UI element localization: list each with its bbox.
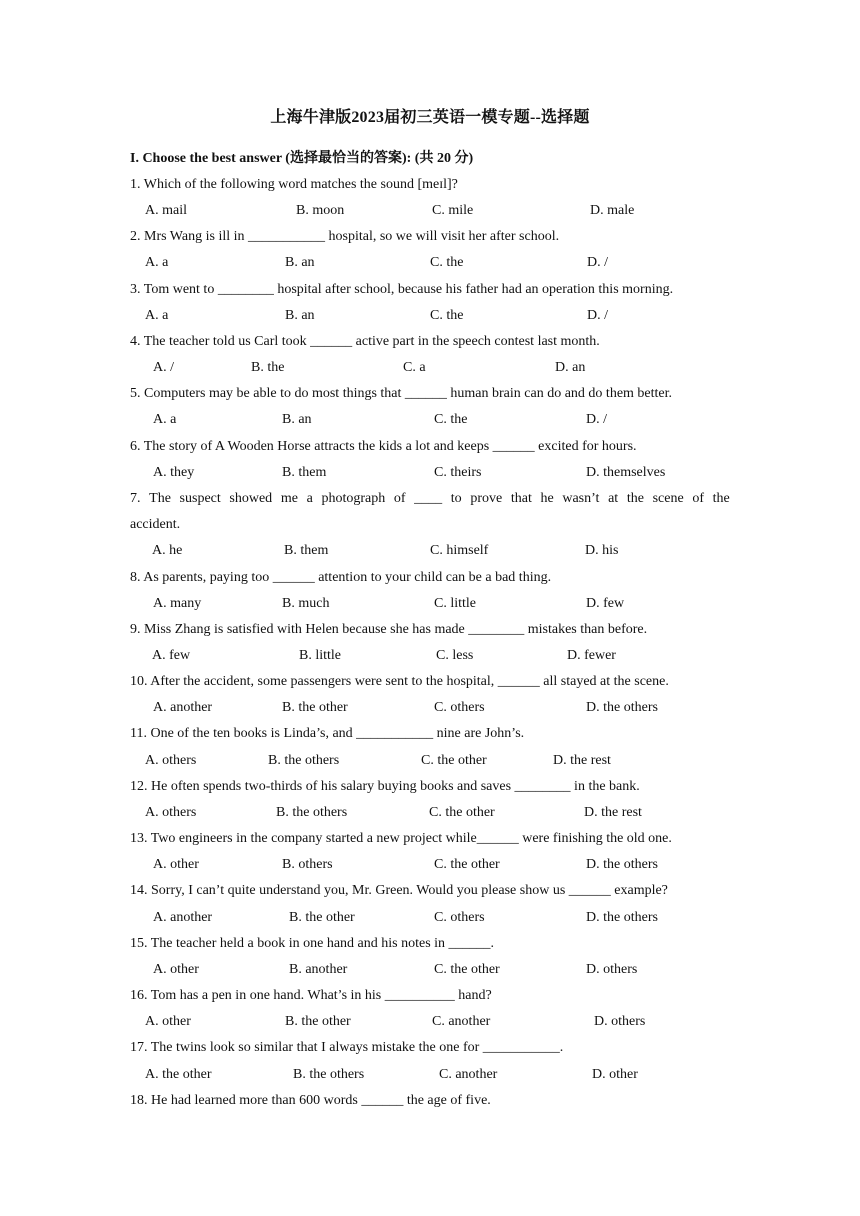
question-16-stem: 16. Tom has a pen in one hand. What’s in his __________ hand? xyxy=(130,988,492,1003)
question-14-option-c: C. others xyxy=(434,910,485,925)
question-7-word: the xyxy=(626,491,644,506)
question-9-option-c: C. less xyxy=(436,648,474,663)
question-7-word: the xyxy=(712,491,730,506)
question-1-option-d: D. male xyxy=(590,203,635,218)
question-14-option-d: D. the others xyxy=(586,910,658,925)
question-15-option-c: C. the other xyxy=(434,962,500,977)
question-7-word: of xyxy=(393,491,406,506)
question-14-stem: 14. Sorry, I can’t quite understand you, Mr. Green. Would you please show us ______ example? xyxy=(130,883,668,898)
question-10-option-c: C. others xyxy=(434,700,485,715)
question-4-option-b: B. the xyxy=(251,360,285,375)
question-8-option-d: D. few xyxy=(586,596,625,611)
question-10-stem: 10. After the accident, some passengers were sent to the hospital, ______ all stayed at the scene. xyxy=(130,674,669,689)
question-17-option-d: D. other xyxy=(592,1067,638,1082)
question-7-option-a: A. he xyxy=(152,543,183,558)
question-6-stem: 6. The story of A Wooden Horse attracts the kids a lot and keeps ______ excited for hours. xyxy=(130,439,637,454)
question-5-stem: 5. Computers may be able to do most things that ______ human brain can do and do them better. xyxy=(130,386,673,401)
question-2-option-b: B. an xyxy=(285,255,315,270)
question-7-word: ____ xyxy=(414,491,443,506)
question-13-option-d: D. the others xyxy=(586,857,658,872)
question-7-word: that xyxy=(510,491,532,506)
question-7-word: at xyxy=(608,491,619,506)
question-11-option-d: D. the rest xyxy=(553,753,611,768)
question-1-option-a: A. mail xyxy=(145,203,187,218)
question-9-stem: 9. Miss Zhang is satisfied with Helen because she has made ________ mistakes than before. xyxy=(130,622,648,637)
question-3-option-c: C. the xyxy=(430,308,464,323)
question-4-stem: 4. The teacher told us Carl took ______ active part in the speech contest last month. xyxy=(130,334,600,349)
question-2-option-c: C. the xyxy=(430,255,464,270)
question-15-option-d: D. others xyxy=(586,962,638,977)
question-9-option-a: A. few xyxy=(152,648,191,663)
question-12-option-b: B. the others xyxy=(276,805,348,820)
question-7-word: to xyxy=(450,491,462,506)
question-11-stem: 11. One of the ten books is Linda’s, and ___________ nine are John’s. xyxy=(130,726,525,741)
question-18-stem: 18. He had learned more than 600 words ______ the age of five. xyxy=(130,1093,491,1108)
question-14-option-a: A. another xyxy=(153,910,213,925)
question-3-option-a: A. a xyxy=(145,308,169,323)
question-13-option-c: C. the other xyxy=(434,857,500,872)
question-12-option-a: A. others xyxy=(145,805,197,820)
question-4-option-a: A. / xyxy=(153,360,174,375)
question-4-option-d: D. an xyxy=(555,360,586,375)
question-7-word: me xyxy=(280,491,298,506)
question-17-option-a: A. the other xyxy=(145,1067,212,1082)
question-9-option-b: B. little xyxy=(299,648,341,663)
question-12-option-d: D. the rest xyxy=(584,805,642,820)
question-7-word: scene xyxy=(652,491,684,506)
section-heading: I. Choose the best answer (选择最恰当的答案): (共 20 分) xyxy=(130,151,474,166)
question-17-option-b: B. the others xyxy=(293,1067,365,1082)
question-9-option-d: D. fewer xyxy=(567,648,616,663)
question-7-word: he xyxy=(540,491,554,506)
question-3-option-b: B. an xyxy=(285,308,315,323)
question-1-stem: 1. Which of the following word matches the sound [meɪl]? xyxy=(130,177,458,192)
question-15-option-b: B. another xyxy=(289,962,348,977)
question-7-word: wasn’t xyxy=(562,491,600,506)
question-7-word: prove xyxy=(470,491,503,506)
question-6-option-c: C. theirs xyxy=(434,465,482,480)
question-10-option-a: A. another xyxy=(153,700,213,715)
question-12-option-c: C. the other xyxy=(429,805,495,820)
question-6-option-d: D. themselves xyxy=(586,465,666,480)
question-7-stem xyxy=(130,490,730,508)
question-16-option-a: A. other xyxy=(145,1014,191,1029)
question-8-option-b: B. much xyxy=(282,596,330,611)
question-10-option-d: D. the others xyxy=(586,700,658,715)
question-15-stem: 15. The teacher held a book in one hand and his notes in ______. xyxy=(130,936,495,951)
question-11-option-b: B. the others xyxy=(268,753,340,768)
question-4-option-c: C. a xyxy=(403,360,426,375)
question-10-option-b: B. the other xyxy=(282,700,348,715)
question-12-stem: 12. He often spends two-thirds of his salary buying books and saves ________ in the bank. xyxy=(130,779,640,794)
question-7-word: 7. xyxy=(130,491,141,506)
question-13-option-a: A. other xyxy=(153,857,199,872)
question-8-stem: 8. As parents, paying too ______ attention to your child can be a bad thing. xyxy=(130,570,552,585)
question-5-option-d: D. / xyxy=(586,412,607,427)
question-13-stem: 13. Two engineers in the company started a new project while______ were finishing the old one. xyxy=(130,831,672,846)
question-17-option-c: C. another xyxy=(439,1067,498,1082)
question-16-option-c: C. another xyxy=(432,1014,491,1029)
question-11-option-a: A. others xyxy=(145,753,197,768)
question-7-stem-continued: accident. xyxy=(130,517,181,532)
question-7-option-d: D. his xyxy=(585,543,619,558)
question-3-stem: 3. Tom went to ________ hospital after school, because his father had an operation this morning. xyxy=(130,282,674,297)
question-16-option-d: D. others xyxy=(594,1014,646,1029)
question-14-option-b: B. the other xyxy=(289,910,355,925)
question-2-option-a: A. a xyxy=(145,255,169,270)
question-7-word: suspect xyxy=(179,491,221,506)
question-6-option-b: B. them xyxy=(282,465,327,480)
question-1-option-c: C. mile xyxy=(432,203,474,218)
question-2-stem: 2. Mrs Wang is ill in ___________ hospital, so we will visit her after school. xyxy=(130,229,560,244)
page-title: 上海牛津版2023届初三英语一模专题--选择题 xyxy=(270,109,590,126)
question-6-option-a: A. they xyxy=(153,465,195,480)
question-5-option-a: A. a xyxy=(153,412,177,427)
question-16-option-b: B. the other xyxy=(285,1014,351,1029)
question-2-option-d: D. / xyxy=(587,255,608,270)
question-7-word: of xyxy=(692,491,704,506)
question-5-option-c: C. the xyxy=(434,412,468,427)
question-13-option-b: B. others xyxy=(282,857,333,872)
question-7-word: showed xyxy=(229,491,273,506)
question-15-option-a: A. other xyxy=(153,962,199,977)
question-7-word: photograph xyxy=(321,491,386,506)
question-17-stem: 17. The twins look so similar that I always mistake the one for ___________. xyxy=(130,1040,564,1055)
question-7-option-b: B. them xyxy=(284,543,329,558)
question-3-option-d: D. / xyxy=(587,308,608,323)
question-11-option-c: C. the other xyxy=(421,753,487,768)
question-8-option-c: C. little xyxy=(434,596,476,611)
question-1-option-b: B. moon xyxy=(296,203,345,218)
question-7-word: a xyxy=(306,491,313,506)
question-5-option-b: B. an xyxy=(282,412,312,427)
question-7-option-c: C. himself xyxy=(430,543,489,558)
question-7-word: The xyxy=(149,491,171,506)
question-8-option-a: A. many xyxy=(153,596,202,611)
